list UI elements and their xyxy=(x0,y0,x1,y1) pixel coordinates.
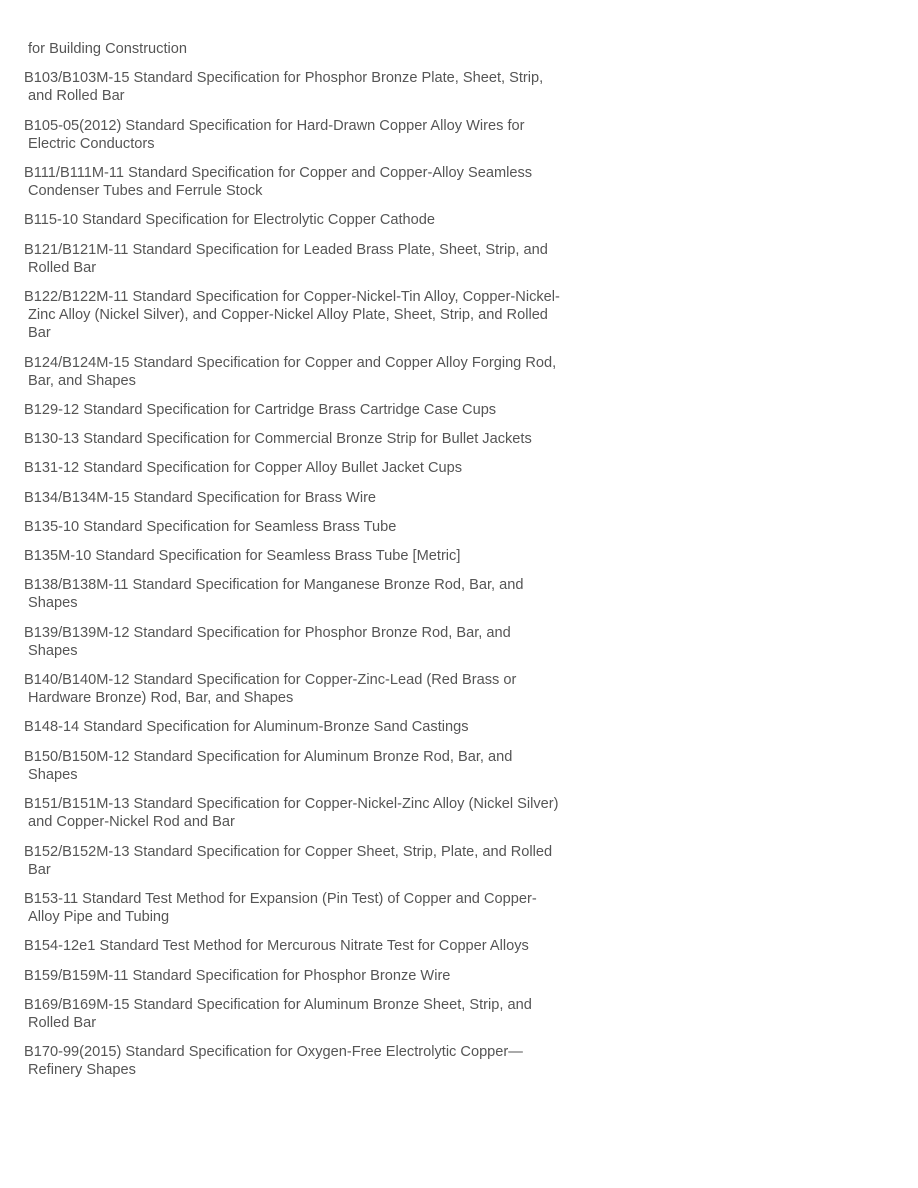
list-item: B150/B150M-12 Standard Specification for Aluminum Bronze Rod, Bar, and Shapes xyxy=(24,748,513,783)
list-item: B105-05(2012) Standard Specification for Hard-Drawn Copper Alloy Wires for Electric Conductors xyxy=(24,117,525,152)
list-item: B151/B151M-13 Standard Specification for Copper-Nickel-Zinc Alloy (Nickel Silver) and Copper-Nickel Rod and Bar xyxy=(24,796,559,831)
list-item: B153-11 Standard Test Method for Expansion (Pin Test) of Copper and Copper-Alloy Pipe and Tubing xyxy=(24,890,537,926)
list-item: B122/B122M-11 Standard Specification for Copper-Nickel-Tin Alloy, Copper-Nickel-Zinc Alloy (Nickel Silver), and Copper-Nickel Alloy Plate, Sheet, Strip, and Rolled Bar xyxy=(24,289,560,342)
list-item-continuation: for Building Construction xyxy=(28,41,187,57)
list-item: B111/B111M-11 Standard Specification for Copper and Copper-Alloy Seamless Condenser Tubes and Ferrule Stock xyxy=(24,165,533,200)
reference-list xyxy=(24,40,564,1091)
list-item: B124/B124M-15 Standard Specification for Copper and Copper Alloy Forging Rod, Bar, and Shapes xyxy=(24,354,557,389)
list-item: B139/B139M-12 Standard Specification for Phosphor Bronze Rod, Bar, and Shapes xyxy=(24,624,511,659)
list-item: B115-10 Standard Specification for Electrolytic Copper Cathode xyxy=(24,212,436,229)
list-item: B152/B152M-13 Standard Specification for Copper Sheet, Strip, Plate, and Rolled Bar xyxy=(24,843,553,878)
list-item: B140/B140M-12 Standard Specification for Copper-Zinc-Lead (Red Brass or Hardware Bronze) Rod, Bar, and Shapes xyxy=(24,672,517,707)
list-item: B154-12e1 Standard Test Method for Mercurous Nitrate Test for Copper Alloys xyxy=(24,938,529,955)
list-item: B129-12 Standard Specification for Cartridge Brass Cartridge Case Cups xyxy=(24,402,497,419)
list-item: B121/B121M-11 Standard Specification for Leaded Brass Plate, Sheet, Strip, and Rolled Bar xyxy=(24,241,548,276)
list-item: B134/B134M-15 Standard Specification for Brass Wire xyxy=(24,489,377,506)
list-item: B138/B138M-11 Standard Specification for Manganese Bronze Rod, Bar, and Shapes xyxy=(24,577,524,612)
list-item: B103/B103M-15 Standard Specification for Phosphor Bronze Plate, Sheet, Strip, and Rolled Bar xyxy=(24,70,544,105)
list-item: B169/B169M-15 Standard Specification for Aluminum Bronze Sheet, Strip, and Rolled Bar xyxy=(24,996,532,1031)
list-item: B135-10 Standard Specification for Seamless Brass Tube xyxy=(24,518,397,535)
list-item: B170-99(2015) Standard Specification for Oxygen-Free Electrolytic Copper—Refinery Shapes xyxy=(24,1044,523,1079)
list-item: B130-13 Standard Specification for Commercial Bronze Strip for Bullet Jackets xyxy=(24,431,532,448)
list-item: B148-14 Standard Specification for Aluminum-Bronze Sand Castings xyxy=(24,719,469,736)
list-item: B135M-10 Standard Specification for Seamless Brass Tube [Metric] xyxy=(24,548,461,565)
list-item: B159/B159M-11 Standard Specification for Phosphor Bronze Wire xyxy=(24,967,451,984)
list-item: B131-12 Standard Specification for Copper Alloy Bullet Jacket Cups xyxy=(24,460,463,477)
